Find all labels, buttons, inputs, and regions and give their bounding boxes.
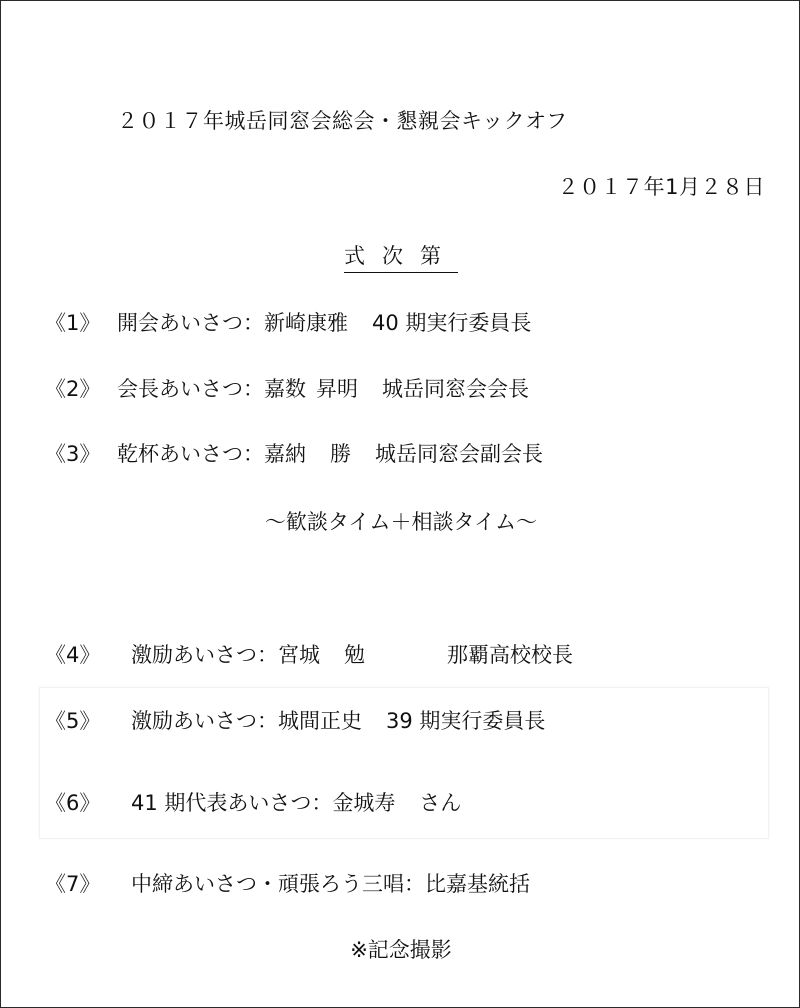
program-item-6 <box>45 790 461 816</box>
item-number: 《5》 <box>45 709 101 733</box>
item-name-part: 勉 <box>344 643 365 667</box>
interlude-text: ～歓談タイム＋相談タイム～ <box>264 510 538 534</box>
item-number: 《3》 <box>45 442 101 466</box>
item-role: 乾杯あいさつ：嘉納 <box>117 442 306 466</box>
program-item-3 <box>45 441 543 467</box>
item-title: 39 期実行委員長 <box>386 709 546 733</box>
item-number: 《2》 <box>45 377 101 401</box>
photo-note: ※記念撮影 <box>350 938 452 962</box>
item-role: 41 期代表あいさつ：金城寿 <box>131 791 396 815</box>
item-title: 那覇高校校長 <box>447 643 573 667</box>
item-number: 《7》 <box>45 872 101 896</box>
item-role: 激励あいさつ：宮城 <box>131 643 320 667</box>
item-role: 会長あいさつ：嘉数 <box>117 377 306 401</box>
item-role: 開会あいさつ：新崎康雅 <box>117 311 348 335</box>
item-title: 城岳同窓会会長 <box>382 377 529 401</box>
item-title: 40 期実行委員長 <box>372 311 532 335</box>
program-item-7 <box>45 871 530 897</box>
program-item-1 <box>45 310 531 336</box>
item-title: さん <box>419 791 462 815</box>
program-heading: 式次第 <box>344 243 458 273</box>
document-date: ２０１７年1月２８日 <box>557 175 765 199</box>
item-role: 中締あいさつ・頑張ろう三唱：比嘉基統括 <box>131 872 530 896</box>
program-item-4 <box>45 642 573 668</box>
item-number: 《1》 <box>45 311 101 335</box>
item-name-part: 勝 <box>330 442 351 466</box>
item-number: 《6》 <box>45 791 101 815</box>
program-item-2 <box>45 376 529 402</box>
item-name-part: 昇明 <box>316 377 358 401</box>
item-number: 《4》 <box>45 643 101 667</box>
item-role: 激励あいさつ：城間正史 <box>131 709 362 733</box>
document-title: ２０１７年城岳同窓会総会・懇親会キックオフ <box>117 109 568 133</box>
item-title: 城岳同窓会副会長 <box>375 442 543 466</box>
program-item-5 <box>45 708 545 734</box>
